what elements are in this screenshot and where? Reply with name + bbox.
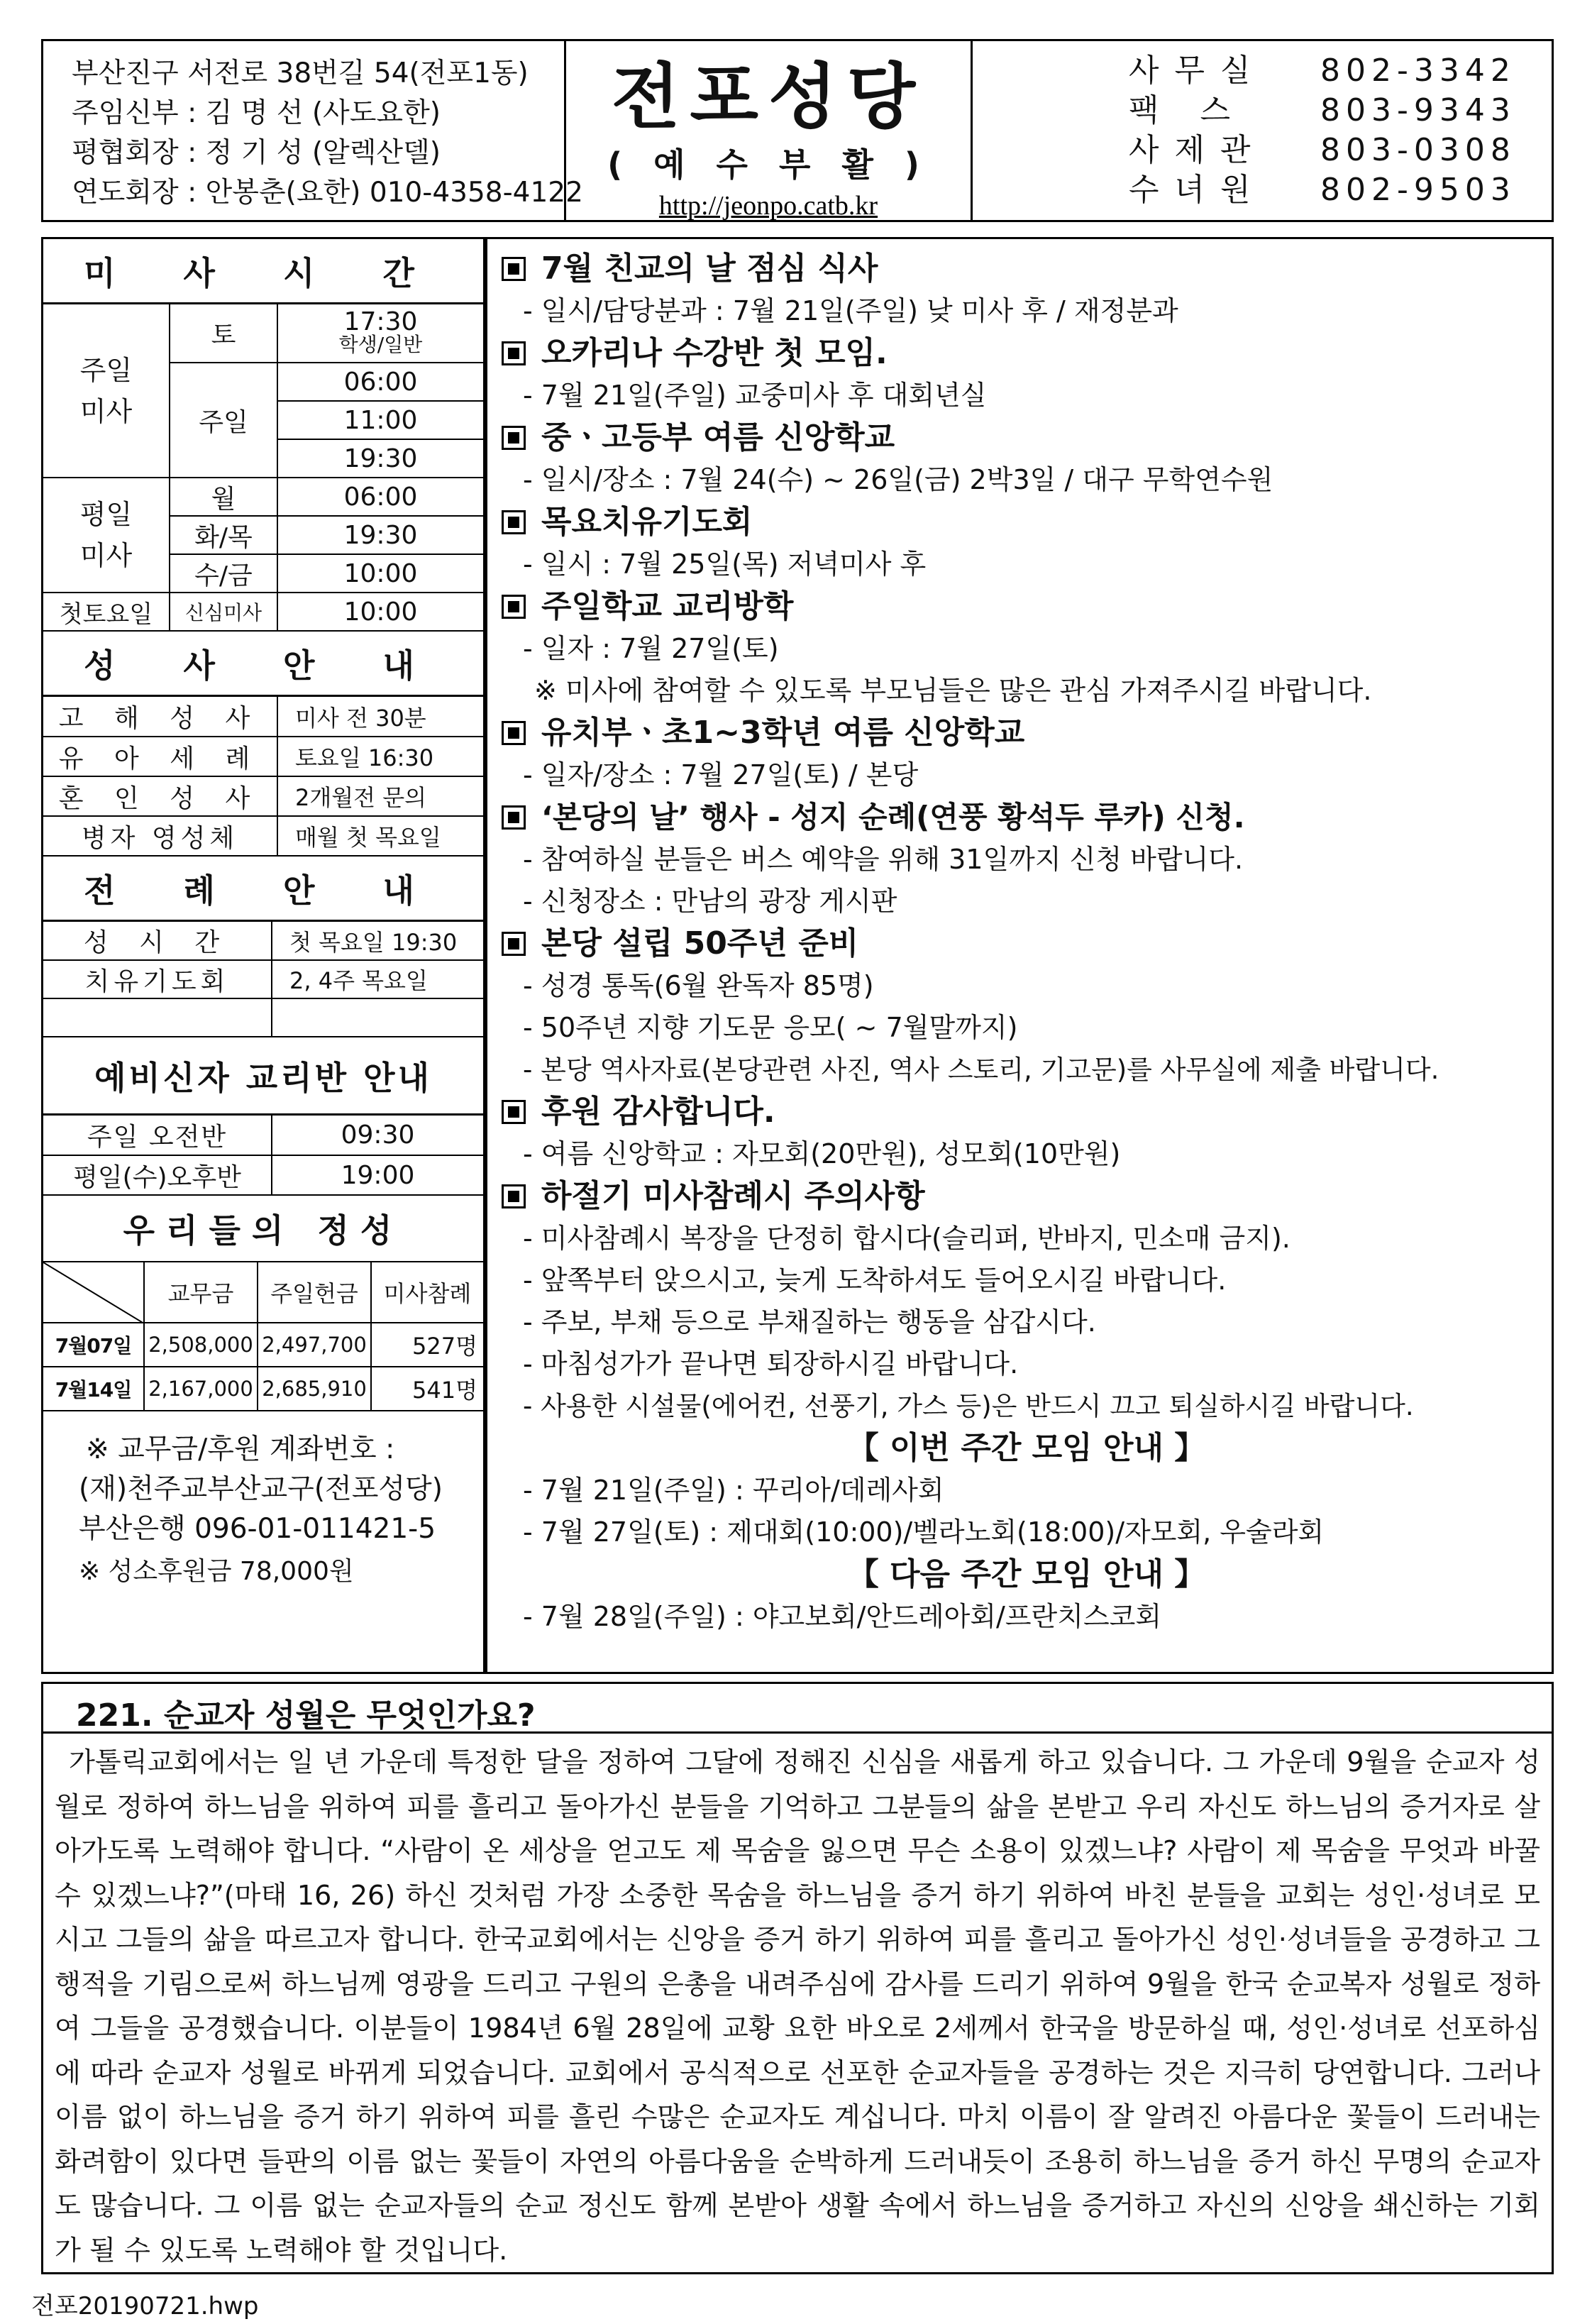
announcement-line: - 앞쪽부터 앉으시고, 늦게 도착하셔도 들어오시길 바랍니다.: [523, 1265, 1227, 1296]
announcement-line: - 여름 신앙학교 : 자모회(20만원), 성모회(10만원): [523, 1138, 1121, 1169]
council-president-line: 평협회장 : 정 기 성 (알렉산델): [72, 137, 441, 169]
offering-attendance: 527명: [371, 1323, 483, 1367]
announcement-line: - 마침성가가 끝나면 퇴장하시길 바랍니다.: [523, 1348, 1019, 1379]
meeting-line: - 7월 21일(주일) : 꾸리아/데레사회: [523, 1475, 944, 1506]
parish-info-box: [41, 39, 583, 222]
catechumen-heading: 예비신자 교리반 안내: [43, 1037, 483, 1116]
info-sidebar: [41, 237, 485, 1674]
announcement-title: 후원 감사합니다.: [502, 1091, 1552, 1133]
announcement-line: - 신청장소 : 만남의 광장 게시판: [523, 886, 897, 917]
table-row: [43, 1367, 483, 1411]
announcements-panel: [485, 237, 1554, 1674]
weekday-mass-label: 평일 미사: [43, 478, 170, 593]
announcement-title: 목요치유기도회: [502, 501, 1552, 544]
bullet-square-icon: [502, 1184, 526, 1208]
announcement-title: 주일학교 교리방학: [502, 585, 1552, 628]
announcement-line: - 미사참례시 복장을 단정히 합시다(슬리퍼, 반바지, 민소매 금지).: [523, 1223, 1291, 1254]
announcement-line: - 일자/장소 : 7월 27일(토) / 본당: [523, 759, 919, 791]
meeting-line: - 7월 27일(토) : 제대회(10:00)/벨라노회(18:00)/자모회, 우술라회: [523, 1516, 1325, 1548]
announcement-line: - 일시 : 7월 25일(목) 저녁미사 후: [523, 549, 927, 580]
prayer-president-line: 연도회장 : 안봉춘(요한) 010-4358-4122: [72, 177, 583, 209]
weekday-mass-time: 06:00: [277, 478, 483, 516]
bullet-square-icon: [502, 510, 526, 534]
article-body: 가톨릭교회에서는 일 년 가운데 특정한 달을 정하여 그달에 정해진 신심을 새롭게 하고 있습니다. 그 가운데 9월을 순교자 성월로 정하여 하느님을 위하여 피를 흘리고 돌아가신 분들을 기억하고 그분들의 삶을 본받고 우리 자신도 하느님의 증거자로 살아가도록 노력해야 합니다. “사람이 온 세상을 얻고도 제 목숨을 잃으면 무슨 소용이 있겠느냐? 사람이 제 목숨을 무엇과 바꿀 수 있겠느냐?”(마태 16, 26) 하신 것처럼 가장 소중한 목숨을 하느님을 증거 하기 위하여 바친 분들을 교회는 성인·성녀로 모시고 그들의 삶을 따르고자 합니다. 한국교회에서는 신앙을 증거 하기 위하여 피를 흘리고 돌아가신 성인·성녀들을 공경하고 그 행적을 기림으로써 하느님께 영광을 드리고 구원의 은총을 내려주심에 감사를 드리기 위하여 9월을 한국 순교복자 성월로 정하여 그들을 공경했습니다. 이분들이 1984년 6월 28일에 교황 요한 바오로 2세께서 한국을 방문하실 때, 성인·성녀로 선포하심에 따라 순교자 성월로 바뀌게 되었습니다. 교회에서 공식적으로 선포한 순교자들을 공경하는 것은 지극히 당연합니다. 그러나 이름 없이 하느님을 증거 하기 위하여 피를 흘린 수많은 순교자도 계십니다. 마치 이름이 잘 알려진 아름다운 꽃들이 드러내는 화려함이 있다면 들판의 이름 없는 꽃들이 자연의 아름다움을 순박하게 드러내듯이 조용히 하느님을 증거 하신 무명의 순교자도 많습니다. 그 이름 없는 순교자들의 순교 정신도 함께 본받아 생활 속에서 하느님을 증거하고 자신의 신앙을 쇄신하는 기회가 될 수 있도록 노력해야 할 것입니다.: [55, 1747, 1540, 2267]
sacraments-heading: 성 사 안 내: [43, 632, 483, 697]
bullet-square-icon: [502, 257, 526, 281]
weekday-day: 화/목: [170, 516, 277, 554]
announcement-line: - 일시/담당분과 : 7월 21일(주일) 낮 미사 후 / 재정분과: [523, 295, 1178, 326]
sunday-mass-label: 주일 미사: [43, 304, 170, 478]
account-line: ※ 교무금/후원 계좌번호 :: [86, 1433, 395, 1465]
sacrament-info: 매월 첫 목요일: [277, 816, 483, 856]
bullet-square-icon: [502, 426, 526, 450]
this-week-meetings-heading: 【 이번 주간 모임 안내 】: [847, 1430, 1206, 1466]
contact-office: 사무실 802-3342: [1129, 53, 1516, 89]
offerings-corner-cell: [43, 1262, 144, 1323]
mass-times-table: [43, 304, 483, 632]
account-info: [43, 1411, 483, 1592]
first-saturday-label: 첫토요일: [43, 593, 170, 631]
announcement-line: - 일시/장소 : 7월 24(수) ~ 26일(금) 2박3일 / 대구 무학연수원: [523, 464, 1273, 495]
liturgical-season: ( 예 수 부 활 ): [607, 145, 929, 184]
announcement-line: - 참여하실 분들은 버스 예약을 위해 31일까지 신청 바랍니다.: [523, 844, 1244, 875]
saturday-mass: 17:30 학생/일반: [277, 304, 483, 363]
offering-collection: 2,685,910: [258, 1367, 371, 1411]
devotional-mass-label: 신심미사: [170, 593, 277, 631]
announcement-line: - 일자 : 7월 27일(토): [523, 633, 779, 664]
parish-address: 부산진구 서전로 38번길 54(전포1동): [72, 57, 529, 89]
sacrament-name: 병자 영성체: [43, 816, 277, 856]
catechumen-table: [43, 1116, 483, 1196]
announcement-title: 본당 설립 50주년 준비: [502, 923, 1552, 965]
sacrament-name: 혼 인 성 사: [43, 776, 277, 816]
announcement-line: - 주보, 부채 등으로 부채질하는 행동을 삼갑시다.: [523, 1306, 1096, 1338]
liturgy-heading: 전 례 안 내: [43, 857, 483, 922]
announcement-title: 중ㆍ고등부 여름 신앙학교: [502, 417, 1552, 459]
announcement-line: - 본당 역사자료(본당관련 사진, 역사 스토리, 기고문)를 사무실에 제출 바랍니다.: [523, 1054, 1439, 1085]
announcement-note: ※ 미사에 참여할 수 있도록 부모님들은 많은 관심 가져주시길 바랍니다.: [534, 675, 1372, 706]
vocation-donation: ※ 성소후원금 78,000원: [79, 1557, 354, 1586]
announcement-line: - 7월 21일(주일) 교중미사 후 대회년실: [523, 380, 987, 411]
announcement-title: 오카리나 수강반 첫 모임.: [502, 332, 1552, 375]
bullet-square-icon: [502, 341, 526, 365]
sacrament-name: 고 해 성 사: [43, 697, 277, 737]
offerings-table: [43, 1261, 483, 1411]
liturgy-info: 첫 목요일 19:30: [272, 922, 483, 960]
class-time: 09:30: [272, 1116, 483, 1155]
offerings-heading: 우리들의 정성: [43, 1196, 483, 1261]
account-line: (재)천주교부산교구(전포성당): [79, 1473, 443, 1505]
sunday-mass-time: 19:30: [277, 439, 483, 478]
column-header: 주일헌금: [258, 1262, 371, 1323]
announcement-title: ‘본당의 날’ 행사 - 성지 순례(연풍 황석두 루카) 신청.: [502, 796, 1552, 839]
weekday-day: 월: [170, 478, 277, 516]
liturgy-empty-cell: [43, 998, 272, 1037]
next-week-meetings-heading: 【 다음 주간 모임 안내 】: [847, 1556, 1206, 1592]
bullet-square-icon: [502, 595, 526, 619]
sacraments-table: [43, 697, 483, 857]
sacrament-info: 2개월전 문의: [277, 776, 483, 816]
announcement-title: 7월 친교의 날 점심 식사: [502, 248, 1552, 290]
table-row: [43, 1323, 483, 1367]
bulletin-masthead: [566, 39, 971, 222]
sunday-mass-time: 06:00: [277, 363, 483, 401]
diagonal-line: [43, 1262, 144, 1323]
sunday-label: 주일: [170, 363, 277, 478]
offering-date: 7월07일: [43, 1323, 144, 1367]
pastor-line: 주임신부 : 김 명 선 (사도요한): [72, 97, 441, 129]
liturgy-name: 성 시 간: [43, 922, 272, 960]
announcement-line: - 사용한 시설물(에어컨, 선풍기, 가스 등)은 반드시 끄고 퇴실하시길 바랍니다.: [523, 1391, 1414, 1421]
announcement-line: - 성경 통독(6월 완독자 85명): [523, 970, 874, 1001]
offering-date: 7월14일: [43, 1367, 144, 1411]
offering-attendance: 541명: [371, 1367, 483, 1411]
announcement-title: 유치부ㆍ초1~3학년 여름 신앙학교: [502, 712, 1552, 754]
class-name: 평일(수)오후반: [43, 1155, 272, 1195]
offering-dues: 2,167,000: [144, 1367, 258, 1411]
bullet-square-icon: [502, 721, 526, 745]
bullet-square-icon: [502, 932, 526, 956]
class-name: 주일 오전반: [43, 1116, 272, 1155]
weekday-mass-time: 19:30: [277, 516, 483, 554]
sunday-mass-time: 11:00: [277, 401, 483, 439]
announcement-line: - 50주년 지향 기도문 응모( ~ 7월말까지): [523, 1012, 1018, 1043]
sacrament-info: 토요일 16:30: [277, 737, 483, 776]
offering-dues: 2,508,000: [144, 1323, 258, 1367]
file-name: 전포20190721.hwp: [31, 2292, 259, 2320]
weekday-mass-time: 10:00: [277, 554, 483, 593]
liturgy-name: 치유기도회: [43, 960, 272, 998]
article-box: [41, 1731, 1554, 2274]
column-header: 교무금: [144, 1262, 258, 1323]
saturday-label: 토: [170, 304, 277, 363]
liturgy-empty-cell: [272, 998, 483, 1037]
contact-convent: 수녀원 802-9503: [1129, 172, 1516, 208]
sacrament-info: 미사 전 30분: [277, 697, 483, 737]
bulletin-title: 전포성당: [611, 55, 926, 138]
mass-times-heading: 미 사 시 간: [43, 239, 483, 304]
article-title: 221. 순교자 성월은 무엇인가요?: [41, 1682, 1554, 1731]
column-header: 미사참례: [371, 1262, 483, 1323]
account-line: 부산은행 096-01-011421-5: [79, 1513, 436, 1545]
contact-numbers-box: [971, 39, 1554, 222]
bullet-square-icon: [502, 805, 526, 830]
liturgy-table: [43, 922, 483, 1037]
contact-fax: 팩 스 803-9343: [1129, 92, 1516, 128]
sacrament-name: 유 아 세 례: [43, 737, 277, 776]
offering-collection: 2,497,700: [258, 1323, 371, 1367]
announcement-title: 하절기 미사참례시 주의사항: [502, 1175, 1552, 1218]
contact-rectory: 사제관 803-0308: [1129, 132, 1516, 168]
bullet-square-icon: [502, 1100, 526, 1124]
parish-website-link[interactable]: http://jeonpo.catb.kr: [658, 191, 878, 221]
first-saturday-mass-time: 10:00: [277, 593, 483, 631]
liturgy-info: 2, 4주 목요일: [272, 960, 483, 998]
meeting-line: - 7월 28일(주일) : 야고보회/안드레아회/프란치스코회: [523, 1601, 1162, 1632]
weekday-day: 수/금: [170, 554, 277, 593]
class-time: 19:00: [272, 1155, 483, 1195]
